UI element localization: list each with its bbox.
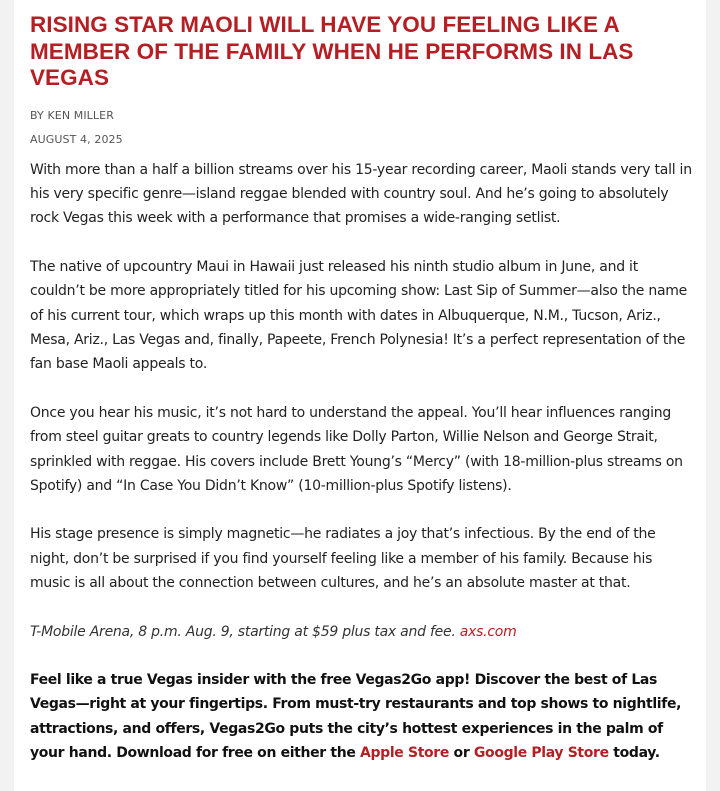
article-page [14, 0, 706, 791]
promo-closing: today. [613, 745, 660, 762]
article-paragraph-1: With more than a half a billion streams over his 15-year recording career, Maoli stands very tall in his very specific genre—island reggae blended with country soul. And he’s going to absolutely rock Vegas this week with a performance that promises a wide-ranging setlist. [30, 161, 692, 227]
article-date: AUGUST 4, 2025 [30, 132, 123, 146]
article-byline: BY KEN MILLER [30, 108, 114, 122]
article-paragraph-4: His stage presence is simply magnetic—he radiates a joy that’s infectious. By the end of the night, don’t be surprised if you find yourself feeling like a member of his family. Because his music is all about the connection between cultures, and he’s an absolute master at that. [30, 526, 656, 592]
event-details [30, 620, 694, 644]
article-paragraph-3: Once you hear his music, it’s not hard to understand the appeal. You’ll hear influences ranging from steel guitar greats to country legends like Dolly Parton, Willie Nelson and George Strait, sprinkled with reggae. His covers include Brett Young’s “Mercy” (with 18-million-plus streams on Spotify) and “In Case You Didn’t Know” (10-million-plus Spotify listens). [30, 404, 683, 494]
event-details-text: T-Mobile Arena, 8 p.m. Aug. 9, starting at $59 plus tax and fee. [30, 623, 456, 640]
article [30, 12, 694, 766]
article-paragraph-2: The native of upcountry Maui in Hawaii just released his ninth studio album in June, and it couldn’t be more appropriately titled for his upcoming show: Last Sip of Summer—also the name of his current tour, which wraps up this month with dates in Albuquerque, N.M., Tucson, Ariz., Mesa, Ariz., Las Vegas and, finally, Papeete, French Polynesia! It’s a perfect representation of the fan base Maoli appeals to. [30, 258, 688, 373]
google-play-store-link[interactable]: Google Play Store [473, 745, 609, 762]
app-promo [30, 668, 694, 766]
article-headline: RISING STAR MAOLI WILL HAVE YOU FEELING LIKE A MEMBER OF THE FAMILY WHEN HE PERFORMS IN LAS VEGAS [30, 12, 634, 90]
tickets-link[interactable]: axs.com [459, 623, 517, 640]
promo-connector: or [453, 745, 470, 762]
apple-store-link[interactable]: Apple Store [360, 745, 450, 762]
promo-text: Feel like a true Vegas insider with the free Vegas2Go app! Discover the best of Las Vegas—right at your fingertips. From must-try restaurants and top shows to nightlife, attractions, and offers, Vegas2Go puts the city’s hottest experiences in the palm of your hand. Download for free on either the [30, 672, 682, 762]
